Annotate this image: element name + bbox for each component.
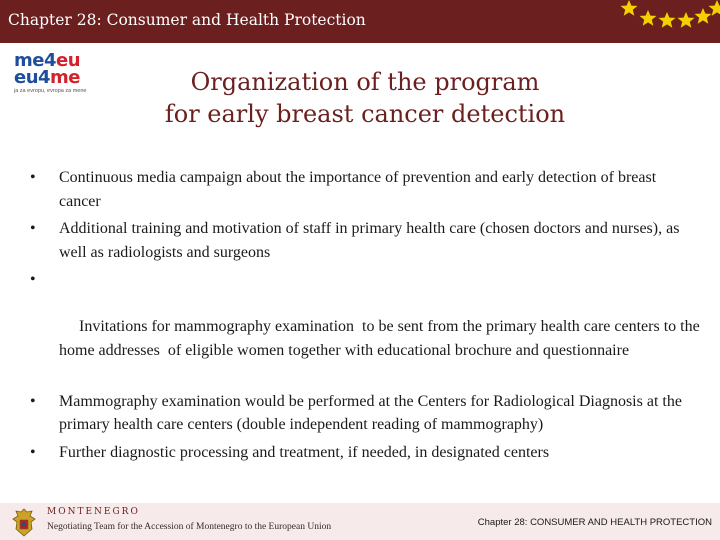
footer-chapter: Chapter 28: CONSUMER AND HEALTH PROTECTION: [477, 517, 712, 528]
eu-stars-icon: [610, 0, 720, 43]
list-item: [30, 217, 700, 264]
bullet-text: Continuous media campaign about the importance of prevention and early detection of breast cancer: [59, 169, 657, 210]
bullet-text: Mammography examination would be performed at the Centers for Radiological Diagnosis at the primary health care centers (double independent reading of mammography): [59, 392, 682, 433]
bullet-icon: •: [30, 220, 36, 237]
bullet-icon: •: [30, 169, 36, 186]
bullet-text: Additional training and motivation of staff in primary health care (chosen doctors and nurses), as well as radiologists and surgeons: [59, 220, 680, 261]
star-icon: [678, 12, 695, 28]
negotiating-team: Negotiating Team for the Accession of Montenegro to the European Union: [47, 522, 332, 532]
list-item: [30, 268, 704, 386]
bullet-icon: •: [30, 271, 36, 288]
logo-line-1: me4eu: [14, 50, 81, 71]
bullet-icon: •: [30, 392, 36, 410]
list-item: [30, 390, 700, 437]
list-item: [30, 441, 700, 465]
bullet-text: Invitations for mammography examination to be sent from the primary health care centers to the home addresses of eligible women together with educational brochure and questionnaire: [59, 318, 704, 359]
star-icon: [709, 0, 720, 16]
footer-bar: [0, 503, 720, 540]
star-icon: [659, 12, 676, 28]
me4eu-logo: [14, 52, 114, 98]
bullet-icon: •: [30, 443, 36, 461]
country-name: MONTENEGRO: [47, 507, 140, 517]
logo-line-2: eu4me: [14, 67, 81, 88]
star-icon: [695, 8, 712, 24]
slide-title: [120, 66, 610, 130]
logo-tagline: ja za evropu, evropa za mene: [14, 88, 87, 94]
header-bar: [0, 0, 720, 43]
slide-title-line-1: Organization of the program: [190, 68, 540, 96]
star-icon: [640, 10, 657, 26]
chapter-title: Chapter 28: Consumer and Health Protection: [8, 11, 366, 29]
montenegro-coat-of-arms-icon: [10, 507, 38, 539]
list-item: [30, 166, 700, 213]
bullet-list: [30, 166, 704, 468]
bullet-text: Further diagnostic processing and treatment, if needed, in designated centers: [59, 443, 550, 461]
slide-title-line-2: for early breast cancer detection: [164, 100, 566, 128]
star-icon: [621, 0, 638, 16]
